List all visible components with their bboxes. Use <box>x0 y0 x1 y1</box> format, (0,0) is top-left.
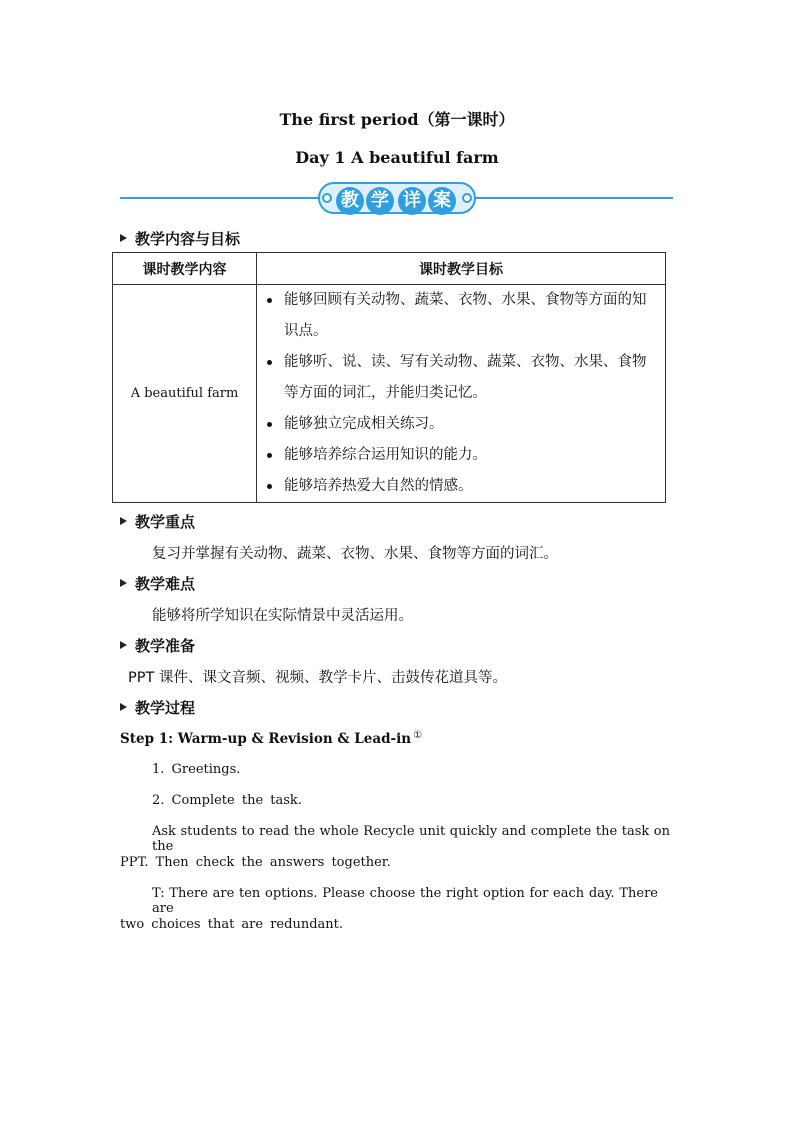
section-heading-difficulties: 教学难点 <box>120 573 195 594</box>
triangle-bullet-icon <box>120 703 127 711</box>
lesson-plan-banner <box>120 182 673 216</box>
goals-cell <box>257 285 666 503</box>
goal-item: 能够培养综合运用知识的能力。 <box>265 440 659 471</box>
footnote-marker: ① <box>413 730 423 741</box>
bullet-dot-icon <box>267 298 272 303</box>
step-1-title: Step 1: Warm-up & Revision & Lead-in ① <box>120 730 423 747</box>
bullet-dot-icon <box>267 484 272 489</box>
section-heading-process: 教学过程 <box>120 697 195 718</box>
banner-pill <box>318 182 476 214</box>
goals-list <box>265 285 659 502</box>
difficulties-text: 能够将所学知识在实际情景中灵活运用。 <box>152 608 413 624</box>
banner-ring-left <box>322 193 332 203</box>
table-header-content: 课时教学内容 <box>113 253 257 285</box>
bullet-dot-icon <box>267 422 272 427</box>
step-item-complete-task: 2. Complete the task. <box>152 793 302 808</box>
goal-item: 能够独立完成相关练习。 <box>265 409 659 440</box>
document-title: The first period（第一课时） <box>279 110 515 129</box>
goal-item: 能够回顾有关动物、蔬菜、衣物、水果、食物等方面的知识点。 <box>265 285 659 347</box>
banner-ring-right <box>462 193 472 203</box>
section-heading-preparation: 教学准备 <box>120 635 195 656</box>
banner-char: 案 <box>428 187 456 215</box>
banner-char: 详 <box>398 187 426 215</box>
triangle-bullet-icon <box>120 517 127 525</box>
banner-char: 学 <box>366 187 394 215</box>
paragraph-line: two choices that are redundant. <box>120 917 343 932</box>
lesson-content-cell: A beautiful farm <box>113 285 257 503</box>
paragraph-line: PPT. Then check the answers together. <box>120 855 391 870</box>
triangle-bullet-icon <box>120 641 127 649</box>
step-item-greetings: 1. Greetings. <box>152 762 241 777</box>
banner-char: 教 <box>336 187 364 215</box>
goals-table <box>112 252 666 503</box>
section-heading-content-goals: 教学内容与目标 <box>120 228 240 249</box>
paragraph-line: T: There are ten options. Please choose the right option for each day. There are <box>152 886 658 916</box>
goal-item: 能够培养热爱大自然的情感。 <box>265 471 659 502</box>
preparation-text: PPT 课件、课文音频、视频、教学卡片、击鼓传花道具等。 <box>128 670 507 686</box>
bullet-dot-icon <box>267 360 272 365</box>
section-heading-key-points: 教学重点 <box>120 511 195 532</box>
paragraph-line: Ask students to read the whole Recycle unit quickly and complete the task on the <box>152 824 670 854</box>
document-subtitle: Day 1 A beautiful farm <box>295 148 499 167</box>
triangle-bullet-icon <box>120 234 127 242</box>
goal-item: 能够听、说、读、写有关动物、蔬菜、衣物、水果、食物等方面的词汇，并能归类记忆。 <box>265 347 659 409</box>
table-header-goals: 课时教学目标 <box>257 253 666 285</box>
triangle-bullet-icon <box>120 579 127 587</box>
key-points-text: 复习并掌握有关动物、蔬菜、衣物、水果、食物等方面的词汇。 <box>152 546 558 562</box>
bullet-dot-icon <box>267 453 272 458</box>
